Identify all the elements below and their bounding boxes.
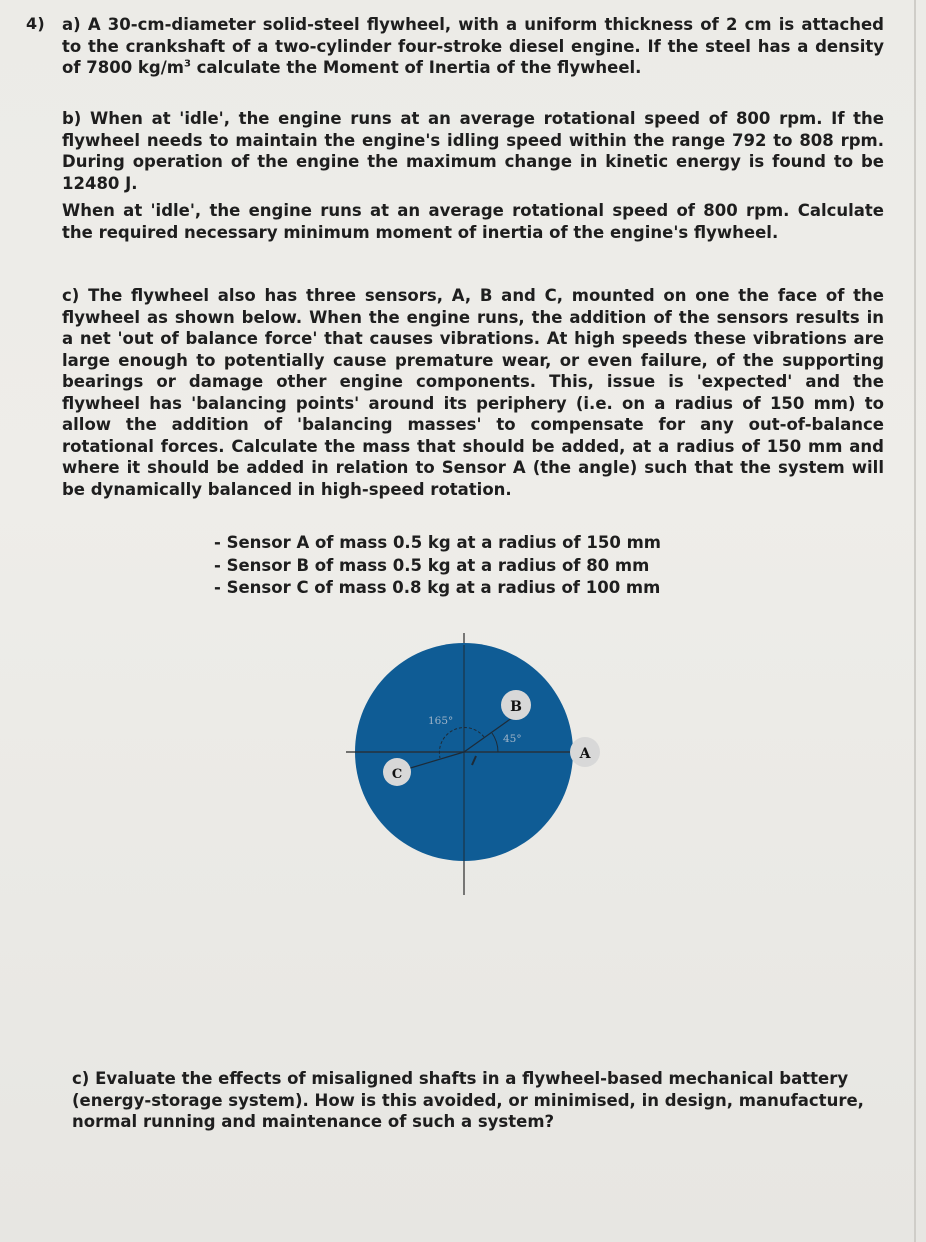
sensor-list: [214, 532, 661, 600]
sensor-a-item: - Sensor A of mass 0.5 kg at a radius of 150 mm: [214, 532, 661, 555]
angle-label-45: 45°: [503, 733, 522, 745]
sensor-c-label: C: [391, 767, 403, 782]
sensor-b-item: - Sensor B of mass 0.5 kg at a radius of 80 mm: [214, 555, 661, 578]
angle-label-165: 165°: [428, 715, 454, 727]
flywheel-diagram: [340, 625, 620, 895]
part-c-text: c) The flywheel also has three sensors, A, B and C, mounted on one the face of the flywheel as shown below. When the engine runs, the addition of the sensors results in a net 'out of balance force' that causes vibrations. At high speeds these vibrations are large enough to potentially cause premature wear, or even failure, of the supporting bearings or damage other engine components. This, issue is 'expected' and the flywheel has 'balancing points' around its periphery (i.e. on a radius of 150 mm) to allow the addition of 'balancing masses' to compensate for any out-of-balance rotational forces. Calculate the mass that should be added, at a radius of 150 mm and where it should be added in relation to Sensor A (the angle) such that the system will be dynamically balanced in high-speed rotation.: [62, 286, 884, 499]
question-number: 4): [26, 14, 45, 33]
part-b-followup-text: When at 'idle', the engine runs at an average rotational speed of 800 rpm. Calculate the required necessary minimum moment of inertia of the engine's flywheel.: [62, 201, 884, 242]
part-b-text: b) When at 'idle', the engine runs at an average rotational speed of 800 rpm. If the flywheel needs to maintain the engine's idling speed within the range 792 to 808 rpm. During operation of the engine the maximum change in kinetic energy is found to be 12480 J.: [62, 109, 884, 193]
paper-edge: [914, 0, 916, 1242]
part-a-body: a) A 30-cm-diameter solid-steel flywheel, with a uniform thickness of 2 cm is attached to the crankshaft of a two-cylinder four-stroke diesel engine. If the steel has a density of 7800 kg/m: [62, 15, 884, 77]
part-d-text: c) Evaluate the effects of misaligned shafts in a flywheel-based mechanical battery (energy-storage system). How is this avoided, or minimised, in design, manufacture, normal running and maintenance of such a system?: [72, 1069, 864, 1131]
part-a-text: [62, 14, 884, 79]
sensor-c-item: - Sensor C of mass 0.8 kg at a radius of 100 mm: [214, 577, 661, 600]
sensor-b-label: B: [510, 699, 522, 715]
unit-exponent: 3: [183, 58, 191, 70]
sensor-a-label: A: [579, 746, 591, 762]
part-a-tail: calculate the Moment of Inertia of the flywheel.: [190, 58, 642, 77]
